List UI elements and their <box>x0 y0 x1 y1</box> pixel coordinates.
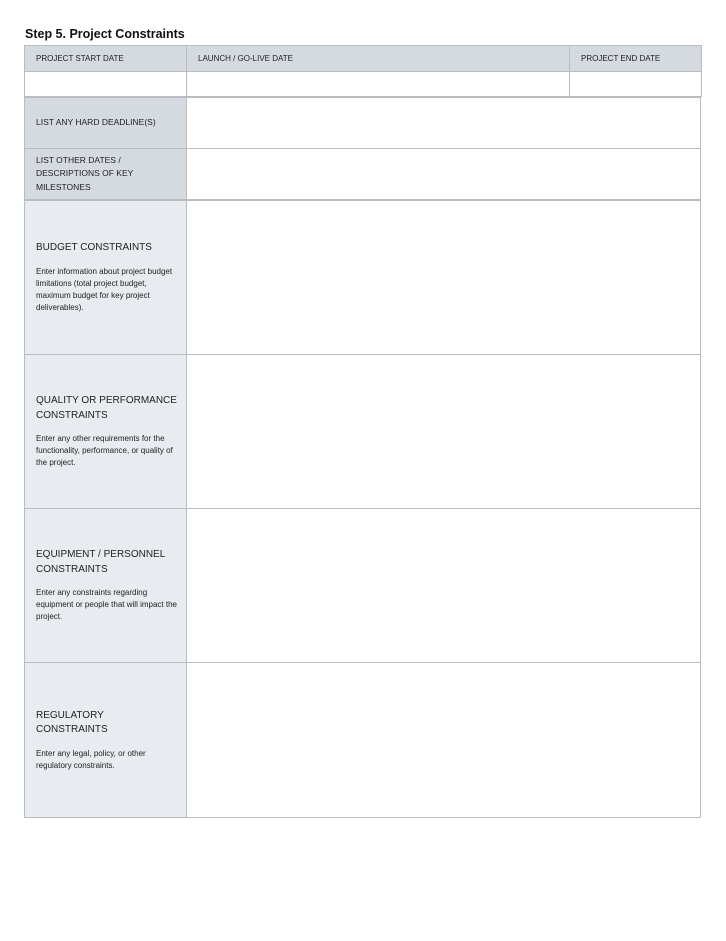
project-start-date-header: PROJECT START DATE <box>25 46 187 72</box>
regulatory-constraints-description: Enter any legal, policy, or other regulatory constraints. <box>36 748 146 770</box>
regulatory-constraints-label-cell <box>25 663 187 818</box>
hard-deadlines-label: LIST ANY HARD DEADLINE(S) <box>36 117 156 128</box>
budget-constraints-description: Enter information about project budget limitations (total project budget, maximum budget for key project deliverables). <box>36 266 173 312</box>
quality-constraints-label-cell <box>25 355 187 509</box>
equipment-constraints-field[interactable] <box>187 509 701 663</box>
hard-deadlines-field[interactable] <box>187 98 701 149</box>
other-dates-label: LIST OTHER DATES / DESCRIPTIONS OF KEY MILESTONES <box>36 155 134 192</box>
budget-constraints-label-cell <box>25 201 187 355</box>
equipment-constraints-heading: EQUIPMENT / PERSONNEL CONSTRAINTS <box>36 549 165 575</box>
launch-date-field[interactable] <box>187 72 570 97</box>
deadlines-table <box>24 97 701 200</box>
page-title: Step 5. Project Constraints <box>25 27 185 41</box>
equipment-constraints-description: Enter any constraints regarding equipment or people that will impact the project. <box>36 588 177 621</box>
quality-constraints-description: Enter any other requirements for the functionality, performance, or quality of the project. <box>36 434 173 467</box>
budget-constraints-heading: BUDGET CONSTRAINTS <box>36 242 152 254</box>
other-dates-label-cell <box>25 149 187 200</box>
date-table <box>24 45 702 97</box>
project-start-date-field[interactable] <box>25 72 187 97</box>
project-end-date-field[interactable] <box>570 72 702 97</box>
quality-constraints-field[interactable] <box>187 355 701 509</box>
quality-constraints-heading: QUALITY OR PERFORMANCE CONSTRAINTS <box>36 395 177 421</box>
regulatory-constraints-heading: REGULATORY CONSTRAINTS <box>36 709 108 735</box>
regulatory-constraints-field[interactable] <box>187 663 701 818</box>
budget-constraints-field[interactable] <box>187 201 701 355</box>
project-end-date-header: PROJECT END DATE <box>570 46 702 72</box>
launch-date-header: LAUNCH / GO-LIVE DATE <box>187 46 570 72</box>
constraints-table <box>24 200 701 818</box>
other-dates-field[interactable] <box>187 149 701 200</box>
hard-deadlines-label-cell <box>25 98 187 149</box>
equipment-constraints-label-cell <box>25 509 187 663</box>
